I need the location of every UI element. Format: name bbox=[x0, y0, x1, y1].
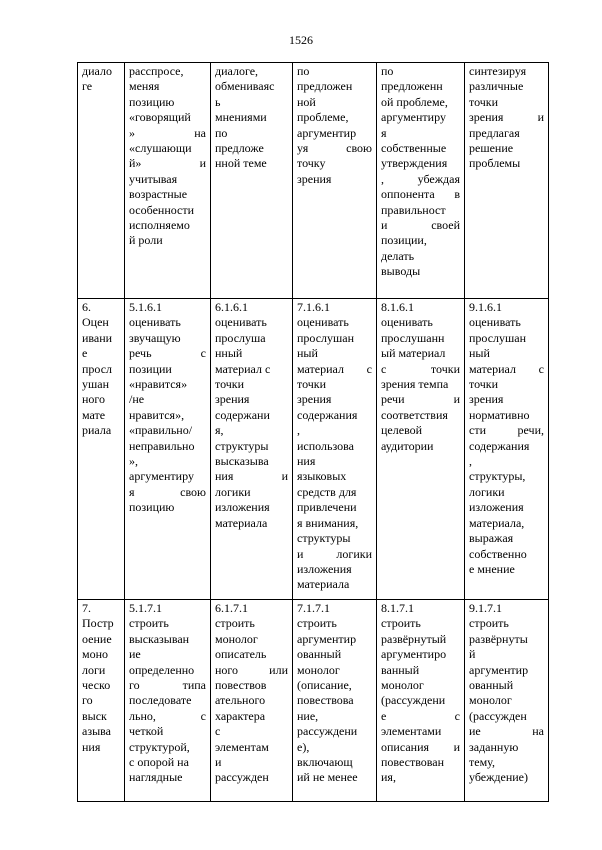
cell-text-line: ия, bbox=[381, 770, 396, 785]
table-cell-grade-6 bbox=[211, 600, 293, 802]
cell-text-line: зрения и bbox=[469, 110, 544, 125]
cell-text-line: я, bbox=[215, 423, 224, 438]
cell-text-line: высказыван bbox=[129, 631, 190, 646]
cell-text-line: содержания bbox=[297, 407, 358, 422]
cell-text-line: собственные bbox=[381, 141, 447, 156]
cell-text-line: ий не менее bbox=[297, 770, 358, 785]
cell-text-line: е bbox=[82, 346, 88, 361]
cell-text-line: оценивать bbox=[297, 315, 349, 330]
cell-text-line: обмениваяс bbox=[215, 79, 275, 94]
cell-text-line: азыва bbox=[82, 724, 111, 739]
cell-text-line: 7. bbox=[82, 601, 91, 615]
cell-text-line: точку bbox=[297, 156, 326, 171]
table-row-listening-evaluation bbox=[78, 299, 549, 600]
cell-text-line: аргументиро bbox=[381, 647, 447, 662]
cell-text-line: правильност bbox=[381, 202, 446, 217]
cell-text-line: элементами bbox=[381, 724, 442, 739]
cell-text-line: /не bbox=[129, 392, 145, 407]
table-cell-grade-8 bbox=[377, 299, 465, 600]
cell-text-line: аргументиру bbox=[129, 469, 194, 484]
cell-text-line: прослуша bbox=[215, 330, 266, 345]
table-cell-grade-6 bbox=[211, 299, 293, 600]
cell-text-line: четкой bbox=[129, 724, 164, 739]
cell-text-line: сти речи, bbox=[469, 423, 544, 438]
cell-text-line: монолог bbox=[469, 693, 512, 708]
table-cell-grade-6 bbox=[211, 63, 293, 299]
cell-text-line: «слушающи bbox=[129, 141, 192, 156]
cell-text-line: я bbox=[381, 125, 387, 140]
table-cell-skill bbox=[78, 63, 125, 299]
table-cell-grade-5 bbox=[125, 299, 211, 600]
cell-text-line: материала bbox=[215, 515, 268, 530]
cell-text-line: повествова bbox=[297, 693, 354, 708]
cell-text-line: ного или bbox=[215, 662, 288, 677]
cell-text-line: точки bbox=[215, 377, 245, 392]
cell-text-line: ге bbox=[82, 79, 93, 94]
cell-text-line: речи и bbox=[381, 392, 460, 407]
cell-text-line: материал с bbox=[215, 361, 271, 376]
cell-text-line: целевой bbox=[381, 423, 423, 438]
cell-text-line: с опорой на bbox=[129, 755, 189, 770]
table-cell-skill bbox=[78, 600, 125, 802]
cell-text-line: нный bbox=[215, 346, 243, 361]
cell-text-line: , bbox=[469, 454, 472, 469]
cell-text-line: зрения bbox=[297, 171, 332, 186]
table-cell-grade-5 bbox=[125, 63, 211, 299]
cell-text-line: 9.1.7.1 bbox=[469, 601, 502, 615]
cell-text-line: описатель bbox=[215, 647, 267, 662]
cell-text-line: возрастные bbox=[129, 187, 188, 202]
cell-text-line: повествован bbox=[381, 755, 445, 770]
cell-text-line: 5.1.6.1 bbox=[129, 300, 162, 314]
cell-text-line: средств для bbox=[297, 484, 357, 499]
cell-text-line: расспросе, bbox=[129, 64, 184, 78]
table-row-monologue bbox=[78, 600, 549, 802]
cell-text-line: » на bbox=[129, 125, 206, 140]
cell-text-line: логи bbox=[82, 662, 106, 677]
table-cell-grade-7 bbox=[293, 600, 377, 802]
cell-text-line: ния и bbox=[215, 469, 288, 484]
cell-text-line: аргументир bbox=[469, 662, 529, 677]
cell-text-line: ния bbox=[297, 454, 316, 469]
table-cell-grade-7 bbox=[293, 299, 377, 600]
cell-text-line: ния bbox=[82, 739, 101, 754]
cell-text-line: и своей bbox=[381, 218, 460, 233]
cell-text-line: материал с bbox=[469, 361, 544, 376]
table-cell-grade-9 bbox=[465, 63, 549, 299]
cell-text-line: 5.1.7.1 bbox=[129, 601, 162, 615]
cell-text-line: строить bbox=[129, 616, 169, 631]
cell-text-line: учитывая bbox=[129, 171, 178, 186]
cell-text-line: 7.1.6.1 bbox=[297, 300, 330, 314]
cell-text-line: высказыва bbox=[215, 454, 269, 469]
cell-text-line: нравится», bbox=[129, 407, 185, 422]
curriculum-table bbox=[77, 62, 549, 802]
table-cell-skill bbox=[78, 299, 125, 600]
cell-text-line: звучащую bbox=[129, 330, 181, 345]
cell-text-line: «правильно/ bbox=[129, 423, 193, 438]
cell-text-line: развёрнуты bbox=[469, 631, 528, 646]
cell-text-line: (рассужден bbox=[469, 708, 527, 723]
cell-text-line: оценивать bbox=[469, 315, 521, 330]
cell-text-line: проблемы bbox=[469, 156, 521, 171]
cell-text-line: монолог bbox=[215, 631, 258, 646]
cell-text-line: аудитории bbox=[381, 438, 434, 453]
cell-text-line: 7.1.7.1 bbox=[297, 601, 330, 615]
cell-text-line: 6.1.6.1 bbox=[215, 300, 248, 314]
cell-text-line: мнениями bbox=[215, 110, 267, 125]
table-cell-grade-8 bbox=[377, 63, 465, 299]
cell-text-line: оение bbox=[82, 631, 112, 646]
cell-text-line: по bbox=[381, 64, 394, 78]
cell-text-line: уя свою bbox=[297, 141, 372, 156]
cell-text-line: нормативно bbox=[469, 407, 530, 422]
cell-text-line: и bbox=[215, 755, 222, 770]
cell-text-line: языковых bbox=[297, 469, 347, 484]
cell-text-line: привлечени bbox=[297, 500, 357, 515]
cell-text-line: предложенн bbox=[381, 79, 443, 94]
cell-text-line: позицию bbox=[129, 94, 175, 109]
cell-text-line: ой проблеме, bbox=[381, 94, 448, 109]
cell-text-line: прослушан bbox=[469, 330, 527, 345]
cell-text-line: материала, bbox=[469, 515, 525, 530]
cell-text-line: 9.1.6.1 bbox=[469, 300, 502, 314]
cell-text-line: с bbox=[215, 724, 221, 739]
cell-text-line: ие на bbox=[469, 724, 544, 739]
page-number: 1526 bbox=[289, 33, 313, 47]
cell-text-line: диало bbox=[82, 64, 112, 78]
cell-text-line: зрения темпа bbox=[381, 377, 449, 392]
cell-text-line: использова bbox=[297, 438, 354, 453]
cell-text-line: аргументир bbox=[297, 631, 357, 646]
cell-text-line: делать bbox=[381, 248, 415, 263]
cell-text-line: монолог bbox=[381, 678, 424, 693]
cell-text-line: строить bbox=[381, 616, 421, 631]
cell-text-line: тему, bbox=[469, 755, 495, 770]
cell-text-line: ивани bbox=[82, 330, 113, 345]
cell-text-line: последовате bbox=[129, 693, 192, 708]
cell-text-line: ние, bbox=[297, 708, 319, 723]
cell-text-line: изложения bbox=[297, 561, 352, 576]
cell-text-line: ный bbox=[297, 346, 318, 361]
cell-text-line: оценивать bbox=[129, 315, 181, 330]
table-cell-grade-8 bbox=[377, 600, 465, 802]
cell-text-line: е мнение bbox=[469, 561, 515, 576]
cell-text-line: ательного bbox=[215, 693, 266, 708]
cell-text-line: содержания bbox=[469, 438, 530, 453]
cell-text-line: характера bbox=[215, 708, 266, 723]
cell-text-line: описания и bbox=[381, 739, 460, 754]
table-cell-grade-5 bbox=[125, 600, 211, 802]
cell-text-line: развёрнутый bbox=[381, 631, 447, 646]
cell-text-line: с точки bbox=[381, 361, 460, 376]
cell-text-line: по bbox=[297, 64, 310, 78]
cell-text-line: неправильно bbox=[129, 438, 195, 453]
cell-text-line: ной bbox=[297, 94, 316, 109]
cell-text-line: включающ bbox=[297, 755, 353, 770]
cell-text-line: ованный bbox=[297, 647, 342, 662]
cell-text-line: выражая bbox=[469, 531, 514, 546]
cell-text-line: исполняемо bbox=[129, 218, 190, 233]
cell-text-line: материала bbox=[297, 577, 350, 592]
cell-text-line: , bbox=[297, 423, 300, 438]
cell-text-line: строить bbox=[297, 616, 337, 631]
cell-text-line: позиции, bbox=[381, 233, 427, 248]
cell-text-line: ческо bbox=[82, 678, 111, 693]
cell-text-line: 8.1.7.1 bbox=[381, 601, 414, 615]
cell-text-line: структуры bbox=[215, 438, 269, 453]
cell-text-line: выск bbox=[82, 708, 107, 723]
cell-text-line: й bbox=[469, 647, 476, 662]
cell-text-line: рассужден bbox=[215, 770, 269, 785]
cell-text-line: аргументиру bbox=[381, 110, 446, 125]
cell-text-line: оппонента в bbox=[381, 187, 460, 202]
cell-text-line: е с bbox=[381, 708, 460, 723]
cell-text-line: особенности bbox=[129, 202, 195, 217]
cell-text-line: ушан bbox=[82, 377, 109, 392]
cell-text-line: «нравится» bbox=[129, 377, 188, 392]
cell-text-line: я свою bbox=[129, 484, 206, 499]
cell-text-line: го bbox=[82, 693, 93, 708]
cell-text-line: строить bbox=[469, 616, 509, 631]
cell-text-line: ный bbox=[469, 346, 490, 361]
cell-text-line: синтезируя bbox=[469, 64, 527, 78]
cell-text-line: убеждение) bbox=[469, 770, 529, 785]
cell-text-line: зрения bbox=[469, 392, 504, 407]
cell-text-line: зрения bbox=[297, 392, 332, 407]
cell-text-line: структуры bbox=[297, 531, 351, 546]
cell-text-line: ие bbox=[129, 647, 141, 662]
cell-text-line: мате bbox=[82, 407, 106, 422]
cell-text-line: риала bbox=[82, 423, 112, 438]
cell-text-line: рассуждени bbox=[297, 724, 358, 739]
cell-text-line: ь bbox=[215, 94, 221, 109]
cell-text-line: 6.1.7.1 bbox=[215, 601, 248, 615]
cell-text-line: (рассуждени bbox=[381, 693, 446, 708]
cell-text-line: логики bbox=[469, 484, 505, 499]
cell-text-line: Оцен bbox=[82, 315, 109, 330]
cell-text-line: содержани bbox=[215, 407, 270, 422]
cell-text-line: 8.1.6.1 bbox=[381, 300, 414, 314]
cell-text-line: решение bbox=[469, 141, 514, 156]
cell-text-line: предложен bbox=[297, 79, 353, 94]
cell-text-line: меняя bbox=[129, 79, 160, 94]
cell-text-line: наглядные bbox=[129, 770, 183, 785]
cell-text-line: выводы bbox=[381, 264, 421, 279]
cell-text-line: нной теме bbox=[215, 156, 267, 171]
cell-text-line: структурой, bbox=[129, 739, 190, 754]
cell-text-line: по bbox=[215, 125, 228, 140]
cell-text-line: изложения bbox=[469, 500, 524, 515]
cell-text-line: позиции bbox=[129, 361, 172, 376]
cell-text-line: ованный bbox=[469, 678, 514, 693]
cell-text-line: оценивать bbox=[381, 315, 433, 330]
cell-text-line: повествов bbox=[215, 678, 267, 693]
cell-text-line: материал с bbox=[297, 361, 372, 376]
cell-text-line: , убеждая bbox=[381, 171, 460, 186]
cell-text-line: Постр bbox=[82, 616, 114, 631]
cell-text-line: строить bbox=[215, 616, 255, 631]
cell-text-line: предлагая bbox=[469, 125, 520, 140]
table-cell-grade-7 bbox=[293, 63, 377, 299]
cell-text-line: (описание, bbox=[297, 678, 352, 693]
table-cell-grade-9 bbox=[465, 299, 549, 600]
cell-text-line: прослушанн bbox=[381, 330, 445, 345]
cell-text-line: ванный bbox=[381, 662, 420, 677]
cell-text-line: аргументир bbox=[297, 125, 357, 140]
cell-text-line: структуры, bbox=[469, 469, 526, 484]
cell-text-line: », bbox=[129, 454, 138, 469]
cell-text-line: й роли bbox=[129, 233, 163, 248]
cell-text-line: диалоге, bbox=[215, 64, 259, 78]
cell-text-line: й» и bbox=[129, 156, 206, 171]
cell-text-line: зрения bbox=[215, 392, 250, 407]
cell-text-line: позицию bbox=[129, 500, 175, 515]
cell-text-line: «говорящий bbox=[129, 110, 191, 125]
cell-text-line: речь с bbox=[129, 346, 206, 361]
cell-text-line: прослушан bbox=[297, 330, 355, 345]
cell-text-line: логики bbox=[215, 484, 251, 499]
cell-text-line: различные bbox=[469, 79, 524, 94]
cell-text-line: собственно bbox=[469, 546, 527, 561]
cell-text-line: 6. bbox=[82, 300, 91, 314]
cell-text-line: заданную bbox=[469, 739, 519, 754]
cell-text-line: элементам bbox=[215, 739, 269, 754]
cell-text-line: проблеме, bbox=[297, 110, 349, 125]
cell-text-line: предложе bbox=[215, 141, 264, 156]
table-row-dialogue bbox=[78, 63, 549, 299]
cell-text-line: соответствия bbox=[381, 407, 448, 422]
cell-text-line: точки bbox=[469, 377, 499, 392]
cell-text-line: и логики bbox=[297, 546, 372, 561]
cell-text-line: точки bbox=[469, 94, 499, 109]
cell-text-line: я внимания, bbox=[297, 515, 359, 530]
cell-text-line: определенно bbox=[129, 662, 195, 677]
cell-text-line: ый материал bbox=[381, 346, 446, 361]
cell-text-line: го типа bbox=[129, 678, 206, 693]
cell-text-line: утверждения bbox=[381, 156, 448, 171]
cell-text-line: точки bbox=[297, 377, 327, 392]
cell-text-line: моно bbox=[82, 647, 109, 662]
cell-text-line: ного bbox=[82, 392, 106, 407]
cell-text-line: просл bbox=[82, 361, 113, 376]
cell-text-line: е), bbox=[297, 739, 310, 754]
cell-text-line: оценивать bbox=[215, 315, 267, 330]
cell-text-line: льно, с bbox=[129, 708, 206, 723]
table-cell-grade-9 bbox=[465, 600, 549, 802]
cell-text-line: изложения bbox=[215, 500, 270, 515]
cell-text-line: монолог bbox=[297, 662, 340, 677]
